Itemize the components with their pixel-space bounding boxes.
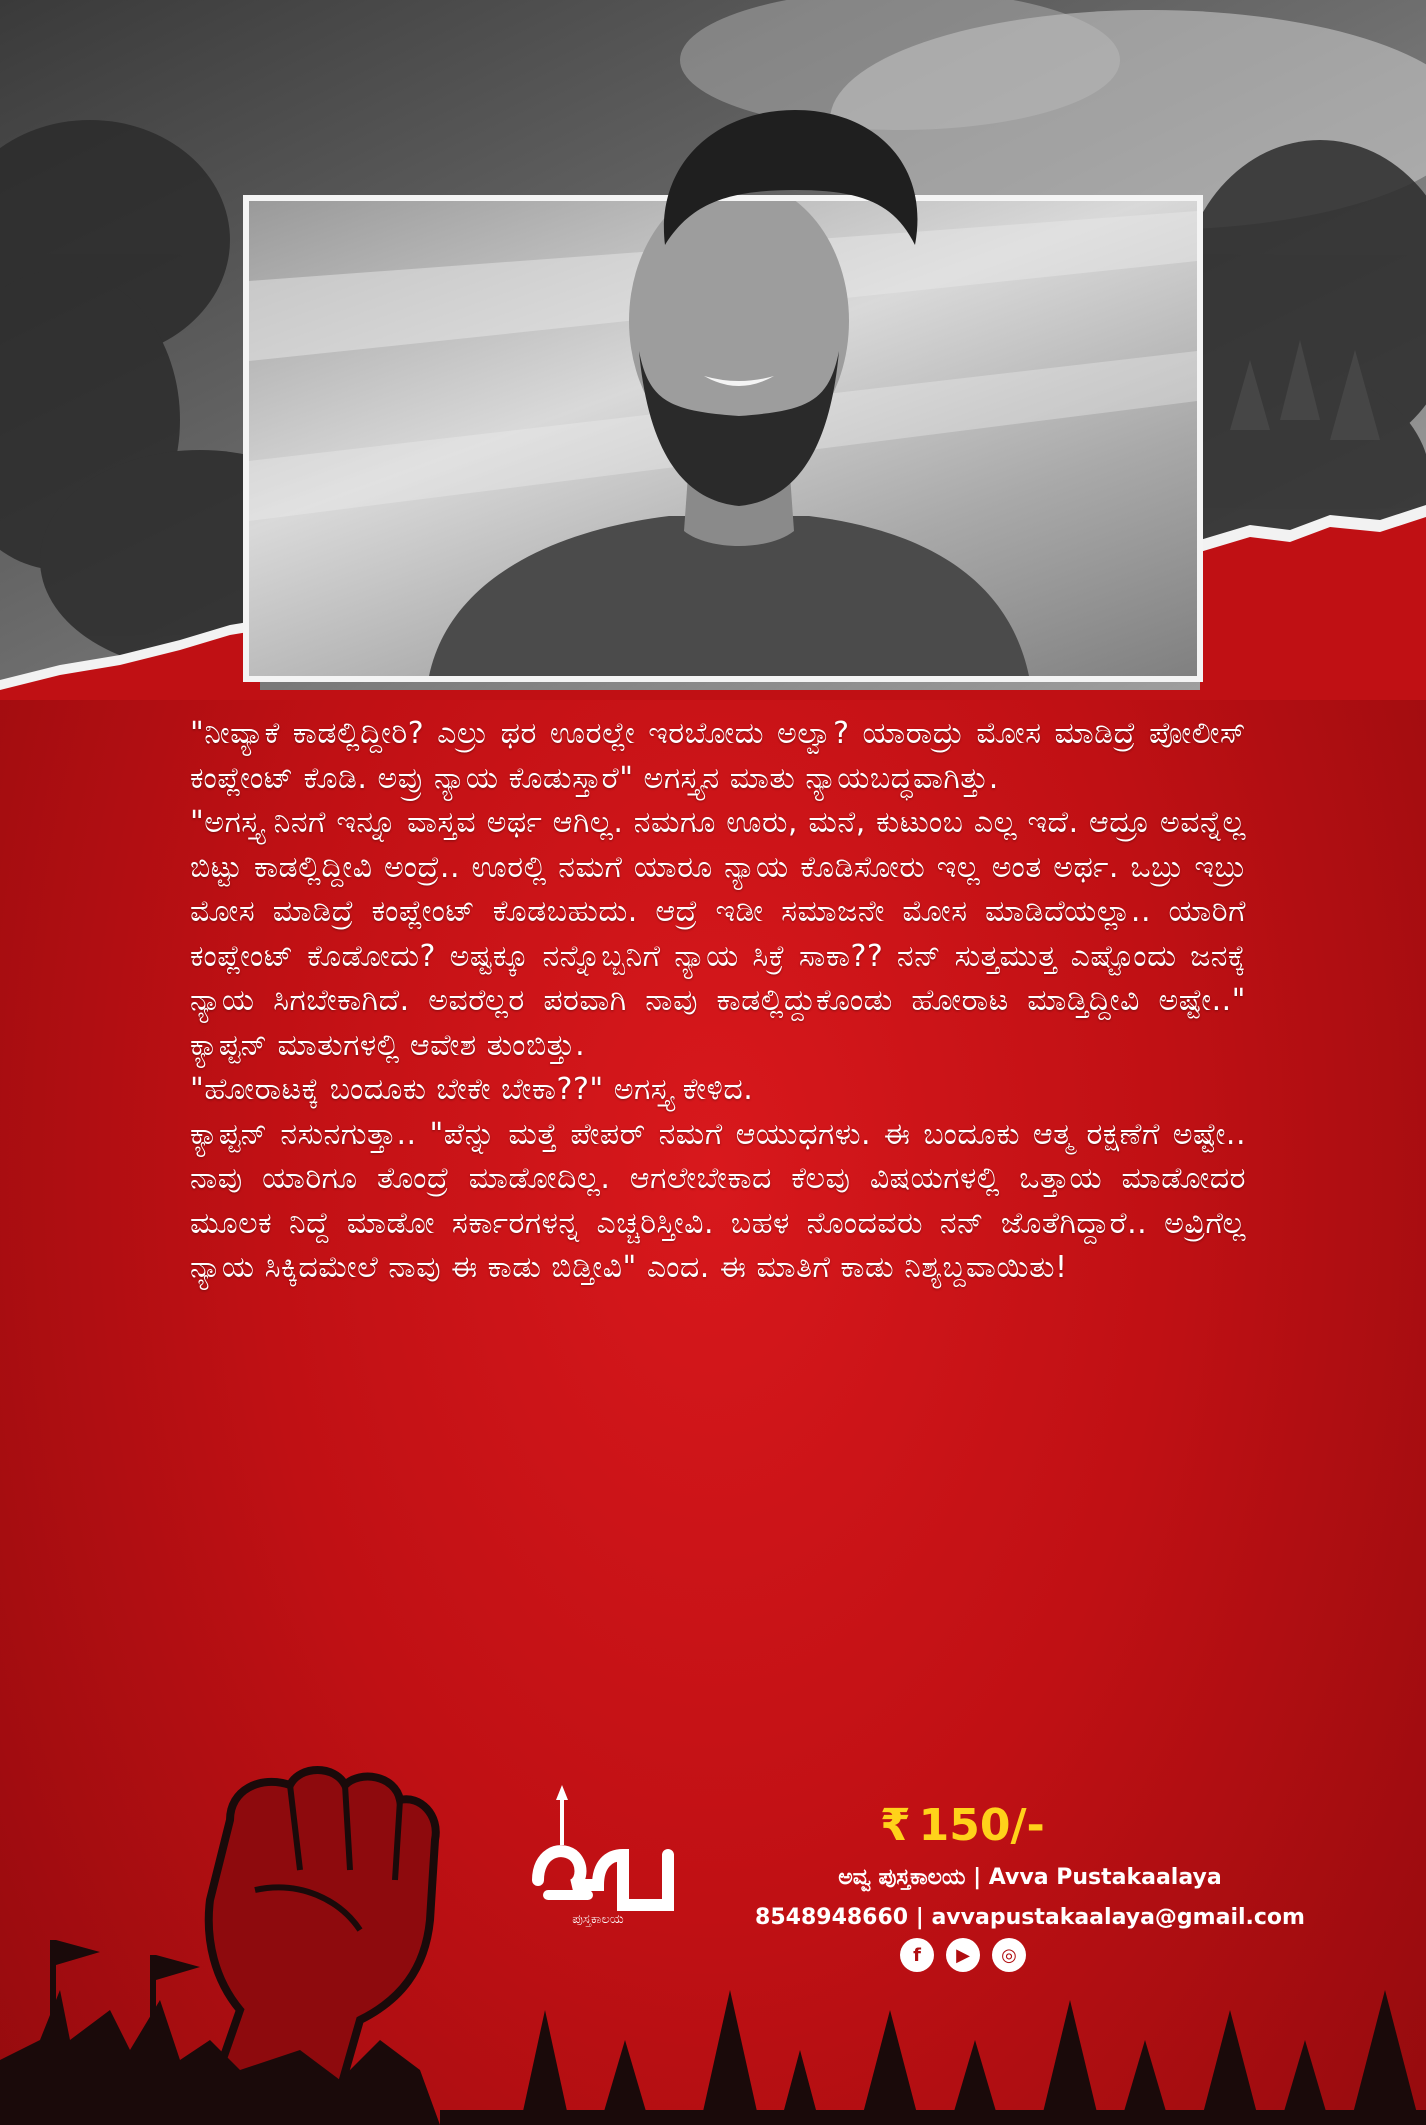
logo-caption: ಪುಸ್ತಕಾಲಯ <box>572 1912 624 1927</box>
story-paragraph: "ಹೋರಾಟಕ್ಕೆ ಬಂದೂಕು ಬೇಕೇ ಬೇಕಾ??" ಅಗಸ್ತ್ಯ ಕೇಳಿದ. <box>190 1072 754 1107</box>
contact-info: 8548948660 | avvapustakaalaya@gmail.com <box>755 1905 1305 1930</box>
story-text <box>190 712 1246 1291</box>
price <box>880 1800 1045 1851</box>
portrait-photo <box>249 201 1197 676</box>
social-links <box>900 1938 1026 1972</box>
portrait-photo-frame <box>243 195 1203 682</box>
instagram-icon[interactable]: ◎ <box>992 1938 1026 1972</box>
youtube-icon[interactable]: ▶ <box>946 1938 980 1972</box>
story-paragraph: ಕ್ಯಾಪ್ಟನ್ ನಸುನಗುತ್ತಾ.. "ಪೆನ್ನು ಮತ್ತೆ ಪೇಪರ್ ನಮಗೆ ಆಯುಧಗಳು. ಈ ಬಂದೂಕು ಆತ್ಮ ರಕ್ಷಣೆಗೆ ಅಷ್ಟೇ.. ನಾವು ಯಾರಿಗೂ ತೊಂದ್ರೆ ಮಾಡೋದಿಲ್ಲ. ಆಗಲೇಬೇಕಾದ ಕೆಲವು ವಿಷಯಗಳಲ್ಲಿ ಒತ್ತಾಯ ಮಾಡೋದರ ಮೂಲಕ ನಿದ್ದೆ ಮಾಡೋ ಸರ್ಕಾರಗಳನ್ನ ಎಚ್ಚರಿಸ್ತೀವಿ. ಬಹಳ ನೊಂದವರು ನನ್ ಜೊತೆಗಿದ್ದಾರೆ.. ಅವ್ರಿಗೆಲ್ಲ ನ್ಯಾಯ ಸಿಕ್ಕಿದಮೇಲೆ ನಾವು ಈ ಕಾಡು ಬಿಡ್ತೀವಿ" ಎಂದ. ಈ ಮಾತಿಗೆ ಕಾಡು ನಿಶ್ಯಬ್ದವಾಯಿತು! <box>190 1116 1246 1285</box>
protest-silhouette-art <box>0 1740 1426 2125</box>
rupee-symbol: ₹ <box>880 1800 911 1851</box>
publisher-name: ಅವ್ವ ಪುಸ್ತಕಾಲಯ | Avva Pustakaalaya <box>838 1865 1222 1890</box>
portrait-hair <box>645 105 935 245</box>
facebook-icon[interactable]: f <box>900 1938 934 1972</box>
price-amount: 150/- <box>918 1800 1045 1851</box>
story-paragraph: "ನೀವ್ಯಾಕೆ ಕಾಡಲ್ಲಿದ್ದೀರಿ? ಎಲ್ರು ಥರ ಊರಲ್ಲೇ ಇರಬೋದು ಅಲ್ವಾ? ಯಾರಾದ್ರು ಮೋಸ ಮಾಡಿದ್ರೆ ಪೋಲೀಸ್ ಕಂಪ್ಲೇಂಟ್ ಕೊಡಿ. ಅವ್ರು ನ್ಯಾಯ ಕೊಡುಸ್ತಾರೆ" ಅಗಸ್ತ್ಯನ ಮಾತು ನ್ಯಾಯಬದ್ಧವಾಗಿತ್ತು. <box>190 716 1246 796</box>
story-paragraph: "ಅಗಸ್ತ್ಯ ನಿನಗೆ ಇನ್ನೂ ವಾಸ್ತವ ಅರ್ಥ ಆಗಿಲ್ಲ. ನಮಗೂ ಊರು, ಮನೆ, ಕುಟುಂಬ ಎಲ್ಲ ಇದೆ. ಆದ್ರೂ ಅವನ್ನೆಲ್ಲ ಬಿಟ್ಟು ಕಾಡಲ್ಲಿದ್ದೀವಿ ಅಂದ್ರೆ.. ಊರಲ್ಲಿ ನಮಗೆ ಯಾರೂ ನ್ಯಾಯ ಕೊಡಿಸೋರು ಇಲ್ಲ ಅಂತ ಅರ್ಥ. ಒಬ್ರು ಇಬ್ರು ಮೋಸ ಮಾಡಿದ್ರೆ ಕಂಪ್ಲೇಂಟ್ ಕೊಡಬಹುದು. ಆದ್ರೆ ಇಡೀ ಸಮಾಜನೇ ಮೋಸ ಮಾಡಿದೆಯಲ್ಲಾ.. ಯಾರಿಗೆ ಕಂಪ್ಲೇಂಟ್ ಕೊಡೋದು? ಅಷ್ಟಕ್ಕೂ ನನ್ನೊಬ್ಬನಿಗೆ ನ್ಯಾಯ ಸಿಕ್ರೆ ಸಾಕಾ?? ನನ್ ಸುತ್ತಮುತ್ತ ಎಷ್ಟೊಂದು ಜನಕ್ಕೆ ನ್ಯಾಯ ಸಿಗಬೇಕಾಗಿದೆ. ಅವರೆಲ್ಲರ ಪರವಾಗಿ ನಾವು ಕಾಡಲ್ಲಿದ್ದುಕೊಂಡು ಹೋರಾಟ ಮಾಡ್ತಿದ್ದೀವಿ ಅಷ್ಟೇ.." ಕ್ಯಾಪ್ಟನ್ ಮಾತುಗಳಲ್ಲಿ ಆವೇಶ ತುಂಬಿತ್ತು. <box>190 805 1246 1063</box>
